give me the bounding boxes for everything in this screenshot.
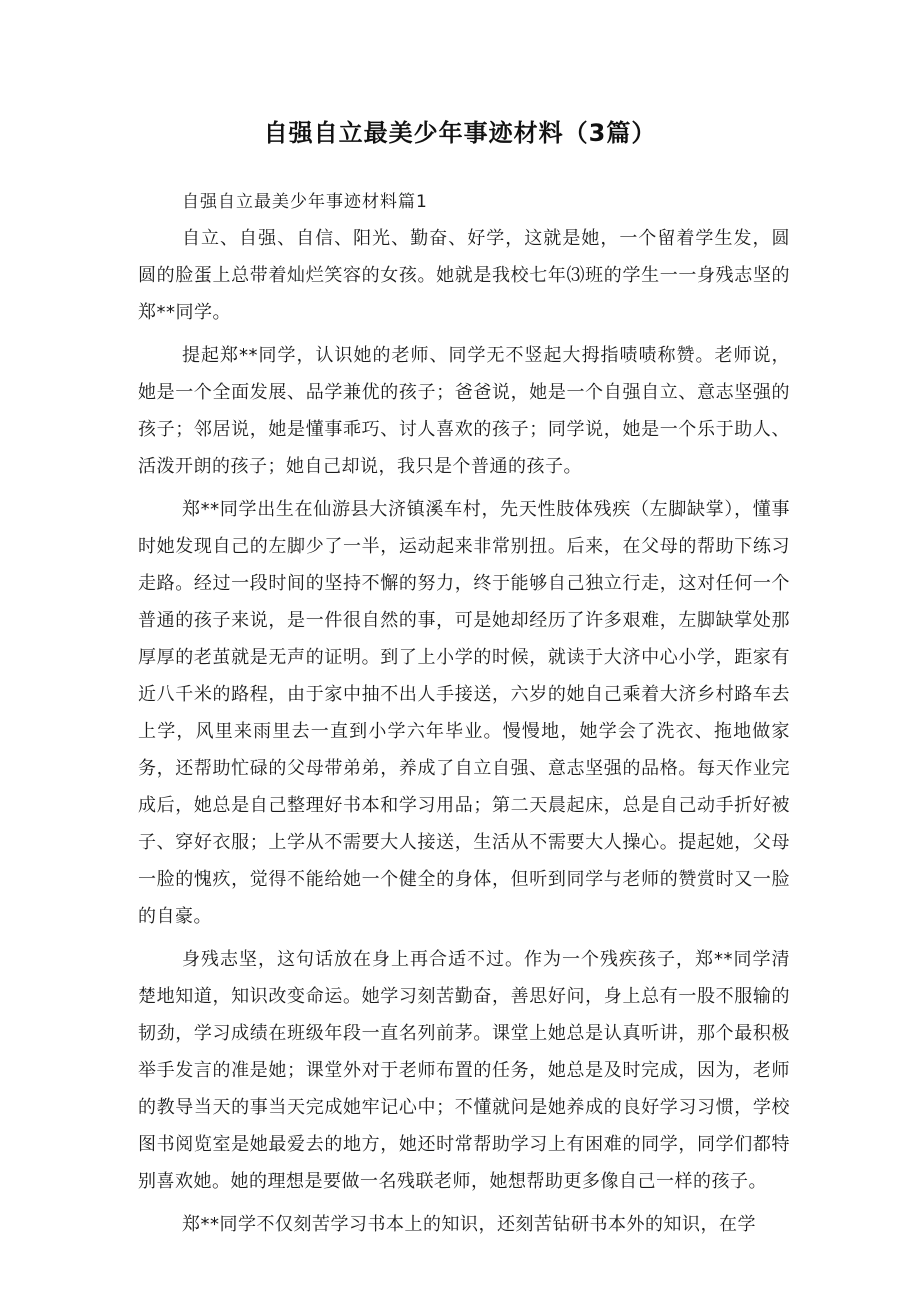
section-heading: 自强自立最美少年事迹材料篇1 <box>182 192 428 212</box>
paragraph-4: 身残志坚，这句话放在身上再合适不过。作为一个残疾孩子，郑**同学清楚地知道，知识改变命运。她学习刻苦勤奋，善思好问，身上总有一股不服输的韧劲，学习成绩在班级年段一直名列前茅。课堂上她总是认真听讲，那个最积极举手发言的准是她；课堂外对于老师布置的任务，她总是及时完成，因为，老师的教导当天的事当天完成她牢记心中；不懂就问是她养成的良好学习习惯，学校图书阅览室是她最爱去的地方，她还时常帮助学习上有困难的同学，同学们都特别喜欢她。她的理想是要做一名残联老师，她想帮助更多像自己一样的孩子。 <box>138 949 790 1192</box>
document-body <box>138 184 790 1243</box>
paragraph-3: 郑**同学出生在仙游县大济镇溪车村，先天性肢体残疾（左脚缺掌），懂事时她发现自己的左脚少了一半，运动起来非常别扭。后来，在父母的帮助下练习走路。经过一段时间的坚持不懈的努力，终于能够自己独立行走，这对任何一个普通的孩子来说，是一件很自然的事，可是她却经历了许多艰难，左脚缺掌处那厚厚的老茧就是无声的证明。到了上小学的时候，就读于大济中心小学，距家有近八千米的路程，由于家中抽不出人手接送，六岁的她自己乘着大济乡村路车去上学，风里来雨里去一直到小学六年毕业。慢慢地，她学会了洗衣、拖地做家务，还帮助忙碌的父母带弟弟，养成了自立自强、意志坚强的品格。每天作业完成后，她总是自己整理好书本和学习用品；第二天晨起床，总是自己动手折好被子、穿好衣服；上学从不需要大人接送，生活从不需要大人操心。提起她，父母一脸的愧疚，觉得不能给她一个健全的身体，但听到同学与老师的赞赏时又一脸的自豪。 <box>138 499 790 927</box>
paragraph-5: 郑**同学不仅刻苦学习书本上的知识，还刻苦钻研书本外的知识，在学 <box>182 1214 756 1235</box>
paragraph-2: 提起郑**同学，认识她的老师、同学无不竖起大拇指啧啧称赞。老师说，她是一个全面发展、品学兼优的孩子；爸爸说，她是一个自强自立、意志坚强的孩子；邻居说，她是懂事乖巧、讨人喜欢的孩子；同学说，她是一个乐于助人、活泼开朗的孩子；她自己却说，我只是个普通的孩子。 <box>138 345 790 477</box>
document-title: 自强自立最美少年事迹材料（3篇） <box>263 119 657 147</box>
paragraph-1: 自立、自强、自信、阳光、勤奋、好学，这就是她，一个留着学生发，圆圆的脸蛋上总带着灿烂笑容的女孩。她就是我校七年⑶班的学生一一身残志坚的郑**同学。 <box>138 228 790 323</box>
